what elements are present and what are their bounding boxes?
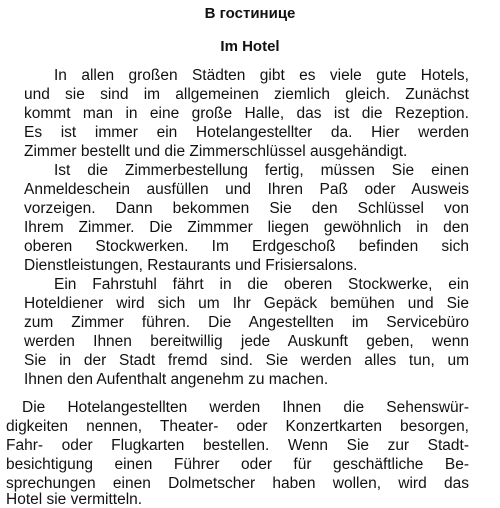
text-line: Es ist immer ein Hotelangestellter da. Hier werden	[24, 124, 469, 141]
heading-russian: В гостинице	[204, 5, 296, 22]
text-line: Dienstleistungen, Restaurants und Frisiersalons.	[24, 257, 358, 274]
text-line: digkeiten nennen, Theater- oder Konzertkarten besorgen,	[6, 418, 469, 435]
text-line: und sie sind im allgemeinen ziemlich gleich. Zunächst	[24, 86, 469, 103]
text-line: Sie in der Stadt fremd sind. Sie werden alles tun, um	[24, 352, 469, 369]
text-line: zum Zimmer führen. Die Angestellten im Servicebüro	[24, 314, 469, 331]
text-line: vorzeigen. Dann bekommen Sie den Schlüssel von	[24, 200, 469, 217]
text-line: Ein Fahrstuhl fährt in die oberen Stockwerke, ein	[54, 276, 469, 293]
text-line: kommt man in eine große Halle, das ist die Rezeption.	[24, 105, 469, 122]
text-line: oberen Stockwerken. Im Erdgeschoß befinden sich	[24, 238, 469, 255]
heading-german: Im Hotel	[220, 38, 280, 55]
text-line: Ihnen den Aufenthalt angenehm zu machen.	[24, 371, 329, 388]
text-line: Ist die Zimmerbestellung fertig, müssen Sie einen	[54, 162, 469, 179]
text-line: In allen großen Städten gibt es viele gute Hotels,	[54, 67, 469, 84]
text-line: werden Ihnen bereitwillig jede Auskunft geben, wenn	[24, 333, 469, 350]
text-line: besichtigung einen Führer oder für geschäftliche Be-	[6, 456, 469, 473]
text-line: Fahr- oder Flugkarten bestellen. Wenn Sie zur Stadt-	[6, 437, 469, 454]
text-line: Hotel sie vermitteln.	[6, 491, 143, 508]
text-line: Ihrem Zimmer. Die Zimmmer liegen gewöhnlich in den	[24, 219, 469, 236]
text-line: Hoteldiener wird sich um Ihr Gepäck bemühen und Sie	[24, 295, 469, 312]
text-line: Die Hotelangestellten werden Ihnen die Sehenswür-	[22, 399, 469, 416]
text-line: Anmeldeschein ausfüllen und Ihren Paß oder Ausweis	[24, 181, 469, 198]
text-line: sprechungen einen Dolmetscher haben wollen, wird das	[6, 475, 469, 492]
text-line: Zimmer bestellt und die Zimmerschlüssel ausgehändigt.	[24, 143, 408, 160]
